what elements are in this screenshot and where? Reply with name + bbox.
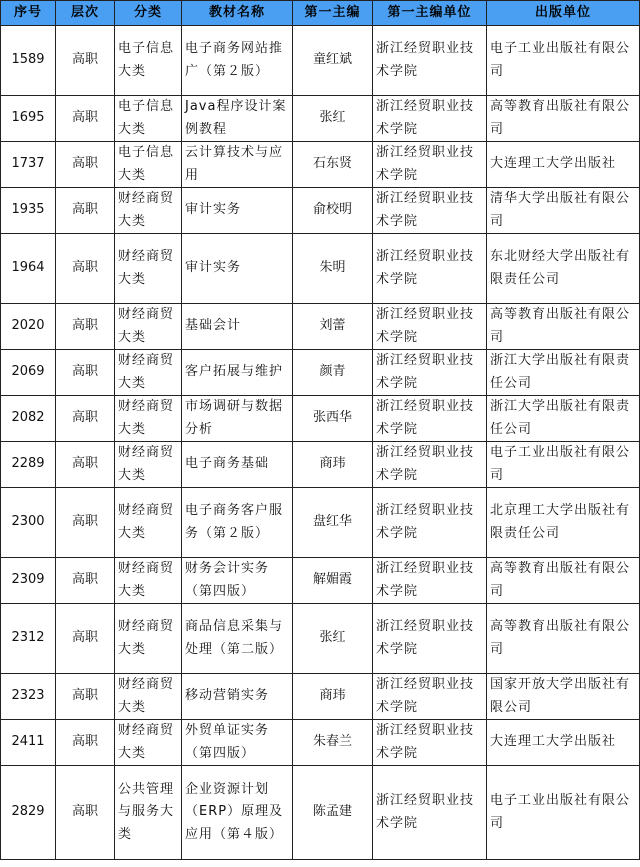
cell-editor-unit: 浙江经贸职业技术学院 (373, 674, 487, 720)
header-publisher: 出版单位 (487, 1, 640, 26)
cell-editor: 陈孟建 (293, 766, 373, 860)
table-row (1, 766, 640, 860)
cell-id: 2411 (1, 720, 56, 766)
table-row (1, 96, 640, 142)
cell-level: 高职 (56, 720, 115, 766)
cell-category: 财经商贸大类 (115, 350, 182, 396)
cell-category: 电子信息大类 (115, 142, 182, 188)
cell-editor-unit: 浙江经贸职业技术学院 (373, 26, 487, 96)
table-row (1, 558, 640, 604)
header-category: 分类 (115, 1, 182, 26)
cell-editor: 朱春兰 (293, 720, 373, 766)
cell-title: 电子商务客户服务（第２版） (182, 488, 293, 558)
cell-editor-unit: 浙江经贸职业技术学院 (373, 142, 487, 188)
cell-category: 财经商贸大类 (115, 720, 182, 766)
table-row (1, 488, 640, 558)
cell-editor: 颜青 (293, 350, 373, 396)
header-title: 教材名称 (182, 1, 293, 26)
cell-category: 财经商贸大类 (115, 234, 182, 304)
cell-id: 1935 (1, 188, 56, 234)
cell-id: 2309 (1, 558, 56, 604)
cell-publisher: 高等教育出版社有限公司 (487, 304, 640, 350)
cell-editor: 朱明 (293, 234, 373, 304)
cell-category: 公共管理与服务大类 (115, 766, 182, 860)
table-row (1, 396, 640, 442)
cell-editor: 石东贤 (293, 142, 373, 188)
cell-category: 电子信息大类 (115, 96, 182, 142)
cell-editor: 解媚霞 (293, 558, 373, 604)
cell-category: 财经商贸大类 (115, 558, 182, 604)
cell-id: 2323 (1, 674, 56, 720)
cell-publisher: 高等教育出版社有限公司 (487, 96, 640, 142)
cell-editor: 刘蕾 (293, 304, 373, 350)
cell-editor: 商玮 (293, 674, 373, 720)
cell-title: 市场调研与数据分析 (182, 396, 293, 442)
cell-publisher: 浙江大学出版社有限责任公司 (487, 350, 640, 396)
cell-level: 高职 (56, 350, 115, 396)
cell-editor-unit: 浙江经贸职业技术学院 (373, 604, 487, 674)
cell-id: 1737 (1, 142, 56, 188)
cell-title: 客户拓展与维护 (182, 350, 293, 396)
table-row (1, 350, 640, 396)
cell-category: 财经商贸大类 (115, 488, 182, 558)
header-level: 层次 (56, 1, 115, 26)
cell-publisher: 大连理工大学出版社 (487, 720, 640, 766)
cell-title: 财务会计实务（第四版） (182, 558, 293, 604)
cell-level: 高职 (56, 234, 115, 304)
cell-editor-unit: 浙江经贸职业技术学院 (373, 488, 487, 558)
cell-editor-unit: 浙江经贸职业技术学院 (373, 396, 487, 442)
cell-editor: 俞校明 (293, 188, 373, 234)
cell-level: 高职 (56, 304, 115, 350)
cell-level: 高职 (56, 558, 115, 604)
cell-editor-unit: 浙江经贸职业技术学院 (373, 188, 487, 234)
cell-category: 财经商贸大类 (115, 442, 182, 488)
cell-title: 审计实务 (182, 234, 293, 304)
cell-level: 高职 (56, 442, 115, 488)
cell-publisher: 高等教育出版社有限公司 (487, 604, 640, 674)
cell-title: 移动营销实务 (182, 674, 293, 720)
cell-id: 2829 (1, 766, 56, 860)
cell-editor: 张西华 (293, 396, 373, 442)
cell-editor-unit: 浙江经贸职业技术学院 (373, 234, 487, 304)
cell-id: 1695 (1, 96, 56, 142)
table-row (1, 188, 640, 234)
cell-title: 云计算技术与应用 (182, 142, 293, 188)
cell-title: 基础会计 (182, 304, 293, 350)
cell-id: 2082 (1, 396, 56, 442)
table-row (1, 304, 640, 350)
table-row (1, 234, 640, 304)
cell-publisher: 电子工业出版社有限公司 (487, 766, 640, 860)
cell-editor: 商玮 (293, 442, 373, 488)
cell-level: 高职 (56, 674, 115, 720)
cell-level: 高职 (56, 26, 115, 96)
cell-publisher: 大连理工大学出版社 (487, 142, 640, 188)
table-row (1, 26, 640, 96)
cell-publisher: 清华大学出版社有限公司 (487, 188, 640, 234)
cell-category: 电子信息大类 (115, 26, 182, 96)
table-row (1, 142, 640, 188)
cell-level: 高职 (56, 488, 115, 558)
cell-category: 财经商贸大类 (115, 304, 182, 350)
cell-id: 2020 (1, 304, 56, 350)
cell-editor-unit: 浙江经贸职业技术学院 (373, 766, 487, 860)
cell-title: 外贸单证实务（第四版） (182, 720, 293, 766)
cell-title: 电子商务网站推广（第２版） (182, 26, 293, 96)
cell-publisher: 北京理工大学出版社有限责任公司 (487, 488, 640, 558)
cell-title: 电子商务基础 (182, 442, 293, 488)
cell-editor: 童红斌 (293, 26, 373, 96)
cell-title: 审计实务 (182, 188, 293, 234)
cell-id: 1589 (1, 26, 56, 96)
header-row (1, 1, 640, 26)
cell-publisher: 国家开放大学出版社有限公司 (487, 674, 640, 720)
cell-title: 商品信息采集与处理（第二版） (182, 604, 293, 674)
cell-category: 财经商贸大类 (115, 674, 182, 720)
cell-id: 2289 (1, 442, 56, 488)
table-row (1, 674, 640, 720)
cell-title: 企业资源计划（ERP）原理及应用（第４版） (182, 766, 293, 860)
cell-editor-unit: 浙江经贸职业技术学院 (373, 304, 487, 350)
cell-category: 财经商贸大类 (115, 604, 182, 674)
cell-level: 高职 (56, 142, 115, 188)
cell-publisher: 浙江大学出版社有限责任公司 (487, 396, 640, 442)
cell-id: 2300 (1, 488, 56, 558)
cell-id: 2069 (1, 350, 56, 396)
cell-editor: 张红 (293, 604, 373, 674)
cell-editor: 张红 (293, 96, 373, 142)
cell-level: 高职 (56, 188, 115, 234)
cell-editor-unit: 浙江经贸职业技术学院 (373, 720, 487, 766)
header-id: 序号 (1, 1, 56, 26)
cell-level: 高职 (56, 766, 115, 860)
cell-editor-unit: 浙江经贸职业技术学院 (373, 96, 487, 142)
cell-publisher: 电子工业出版社有限公司 (487, 26, 640, 96)
cell-level: 高职 (56, 96, 115, 142)
table-row (1, 604, 640, 674)
cell-category: 财经商贸大类 (115, 396, 182, 442)
table-row (1, 442, 640, 488)
cell-category: 财经商贸大类 (115, 188, 182, 234)
header-editor-unit: 第一主编单位 (373, 1, 487, 26)
cell-editor-unit: 浙江经贸职业技术学院 (373, 350, 487, 396)
cell-editor-unit: 浙江经贸职业技术学院 (373, 558, 487, 604)
cell-publisher: 东北财经大学出版社有限责任公司 (487, 234, 640, 304)
cell-id: 1964 (1, 234, 56, 304)
table-row (1, 720, 640, 766)
header-editor: 第一主编 (293, 1, 373, 26)
cell-publisher: 高等教育出版社有限公司 (487, 558, 640, 604)
cell-title: Java程序设计案例教程 (182, 96, 293, 142)
cell-editor-unit: 浙江经贸职业技术学院 (373, 442, 487, 488)
cell-level: 高职 (56, 396, 115, 442)
cell-editor: 盘红华 (293, 488, 373, 558)
cell-publisher: 电子工业出版社有限公司 (487, 442, 640, 488)
cell-level: 高职 (56, 604, 115, 674)
cell-id: 2312 (1, 604, 56, 674)
